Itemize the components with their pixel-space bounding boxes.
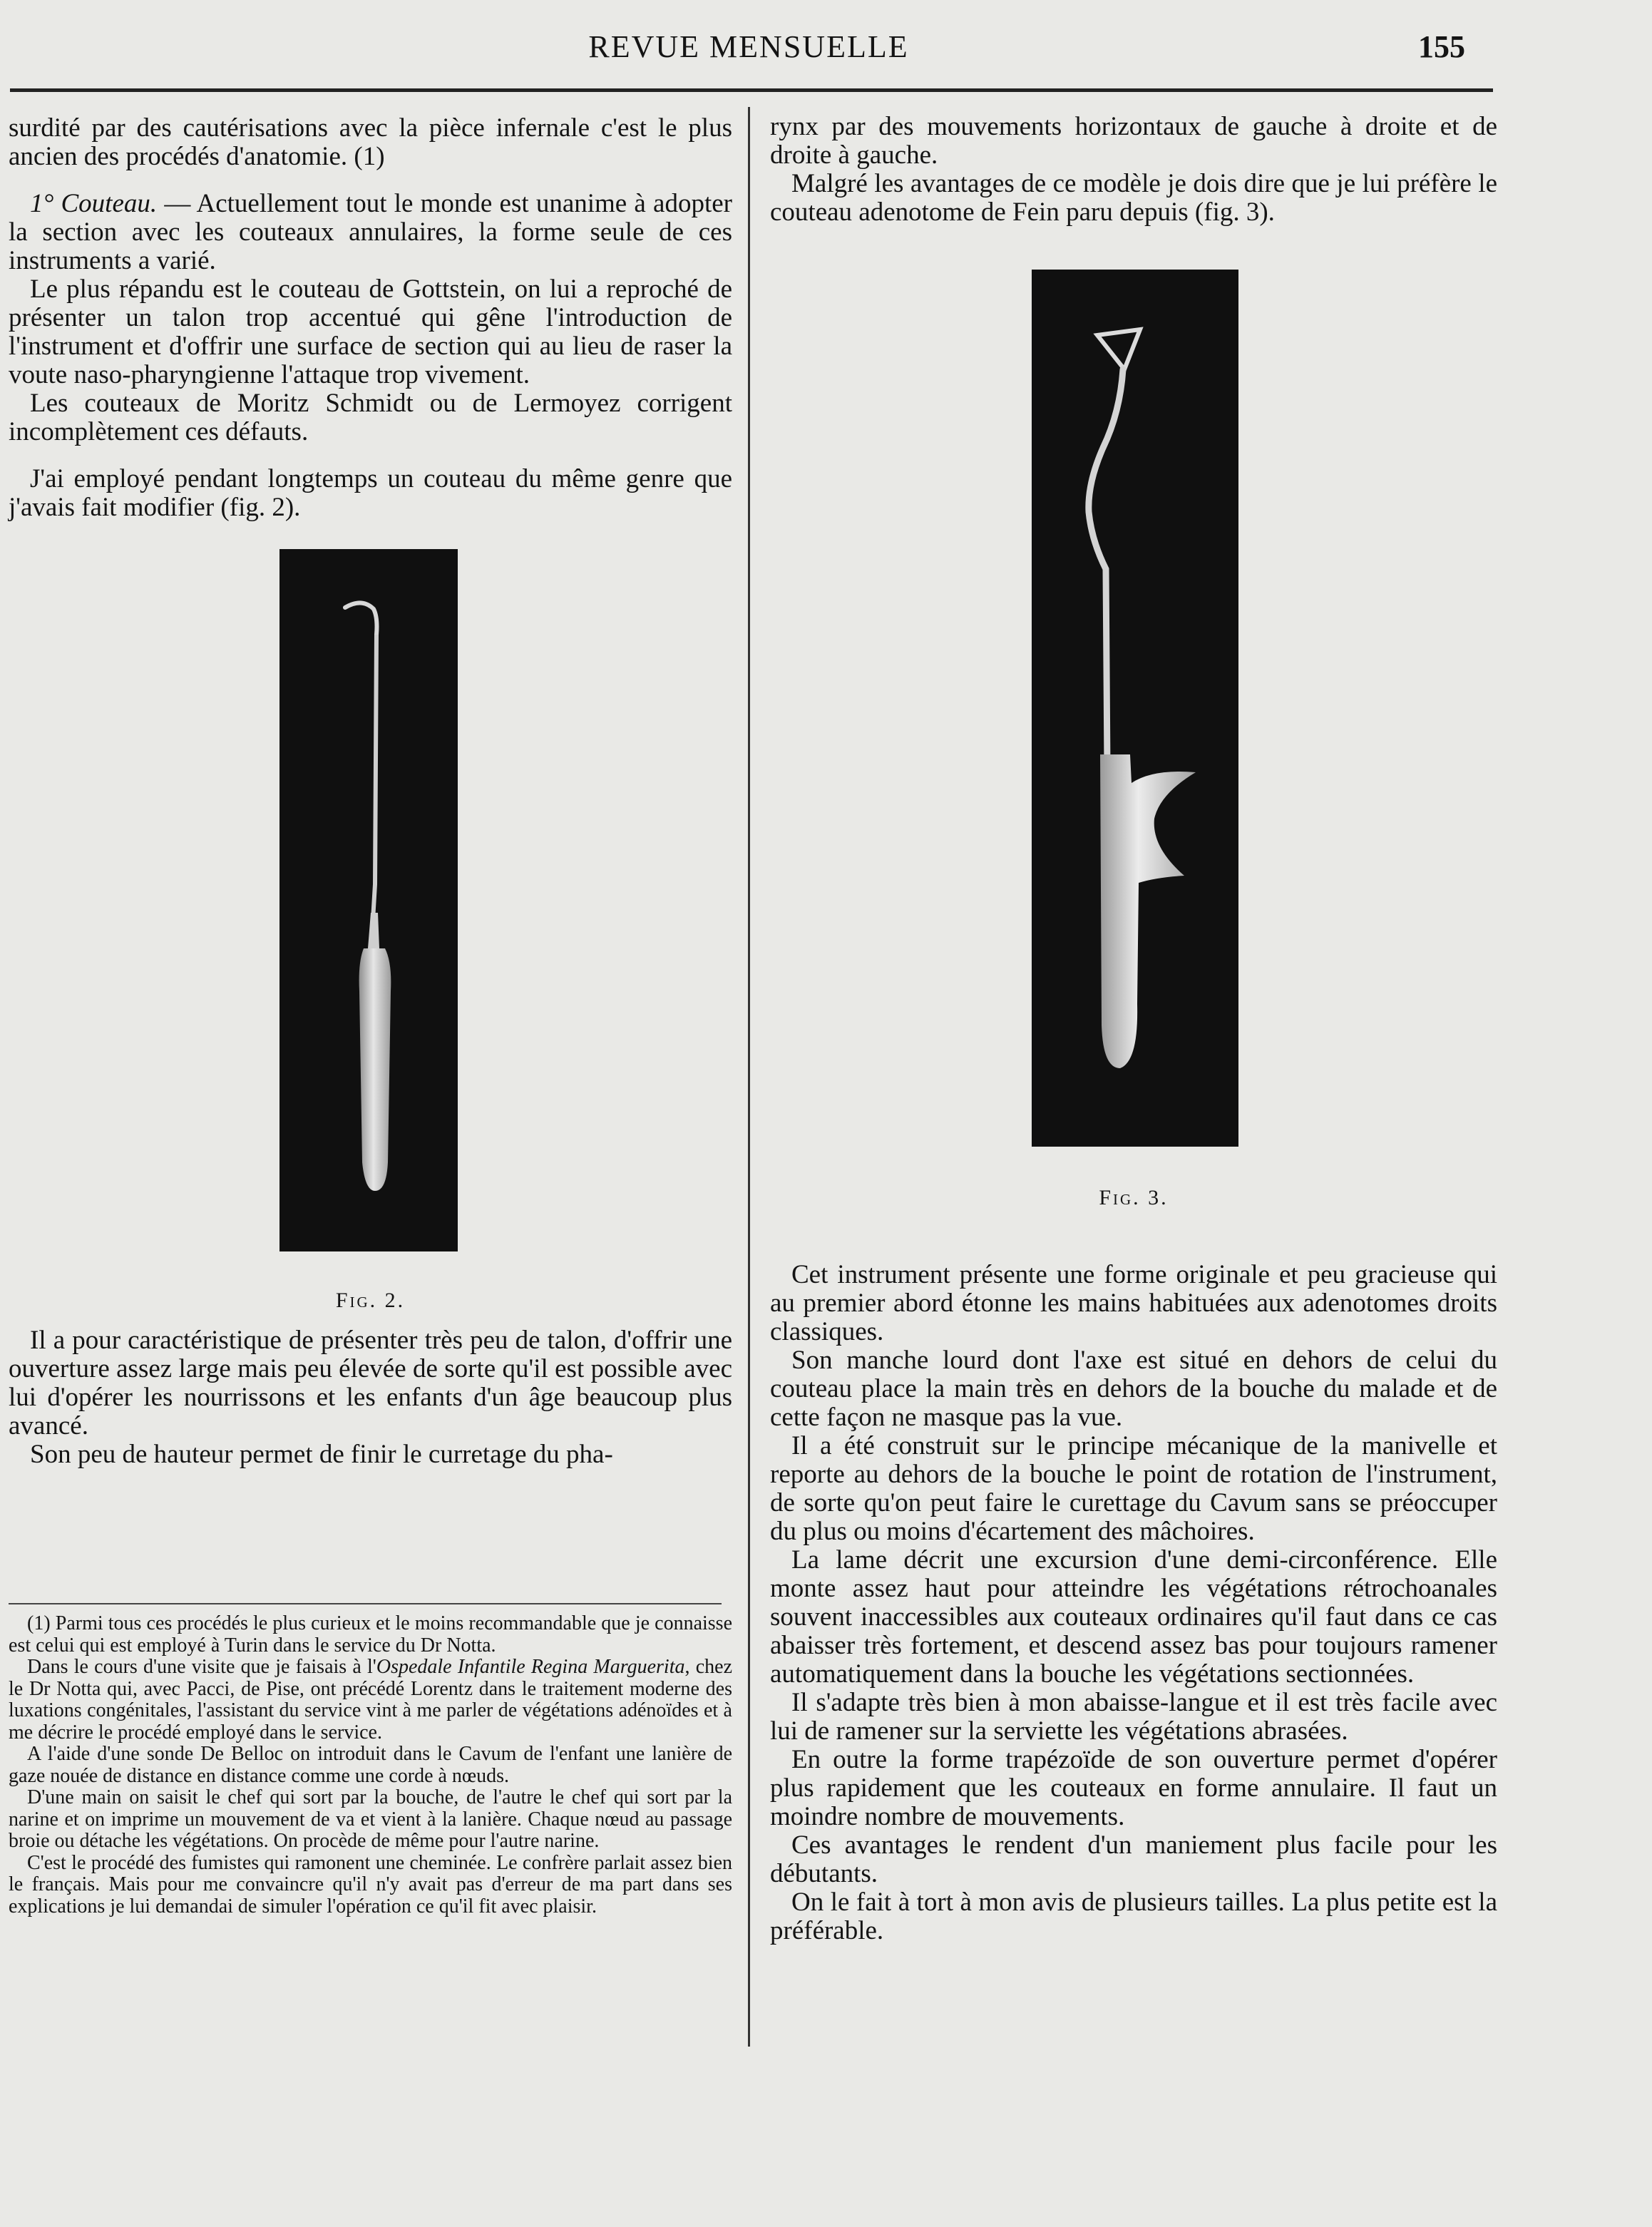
paragraph: surdité par des cautérisations avec la pièce infernale c'est le plus ancien des procédés d'anatomie. (1) [9, 113, 732, 171]
footnote-paragraph [9, 1657, 732, 1744]
footnote-paragraph: D'une main on saisit le chef qui sort par la bouche, de l'autre le chef qui sort par la narine et on imprime un mouvement de va et vient à la lanière. Chaque nœud au passage broie ou détache les végétations. On procède de même pour l'autre narine. [9, 1786, 732, 1852]
footnote-1: (1) Parmi tous ces procédés le plus curieux et le moins recommandable que je connaisse est celui qui est employé à Turin dans le service du Dr Notta. [9, 1612, 732, 1657]
paragraph: Il s'adapte très bien à mon abaisse-langue et il est très facile avec lui de ramener sur la serviette les végétations abrasées. [770, 1688, 1497, 1746]
running-title: REVUE MENSUELLE [588, 29, 909, 64]
fein-adenotome-image [1032, 270, 1238, 1147]
paragraph-text: — Actuellement tout le monde est unanime à adopter la section avec les couteaux annulaires, la forme seule de ces instruments a varié. [9, 189, 732, 275]
left-column [9, 114, 732, 1469]
paragraph: En outre la forme trapézoïde de son ouverture permet d'opérer plus rapidement que les couteaux en forme annulaire. Il faut un moindre nombre de mouvements. [770, 1745, 1497, 1831]
paragraph: Il a été construit sur le principe mécanique de la manivelle et reporte au dehors de la bouche le point de rotation de l'instrument, de sorte qu'on peut faire le curettage du Cavum sans se préoccuper du plus ou moins d'écartement des mâchoires. [770, 1431, 1497, 1546]
right-column [770, 113, 1497, 1945]
paragraph: Son peu de hauteur permet de finir le curretage du pha- [30, 1440, 613, 1469]
paragraph: On le fait à tort à mon avis de plusieurs tailles. La plus petite est la préférable. [770, 1888, 1497, 1945]
footnote-text: Dans le cours d'une visite que je faisais à l' [27, 1656, 376, 1678]
paragraph: J'ai employé pendant longtemps un couteau du même genre que j'avais fait modifier (fig. 2). [9, 464, 732, 522]
running-head [0, 29, 1652, 78]
footnotes [9, 1603, 732, 1918]
paragraph: Le plus répandu est le couteau de Gottstein, on lui a reproché de présenter un talon trop accentué qui gêne l'introduction de l'instrument et d'offrir une surface de section qui au lieu de raser la voute naso-pharyngienne l'attaque trop vivement. [9, 275, 732, 389]
paragraph-couteau [9, 190, 732, 275]
figure-2 [9, 549, 732, 1341]
figure-3 [770, 270, 1497, 1261]
paragraph: Il a pour caractéristique de présenter très peu de talon, d'offrir une ouverture assez large mais peu élevée de sorte qu'il est possible avec lui d'opérer les nourrissons et les enfants d'un âge beaucoup plus avancé. [9, 1326, 732, 1440]
paragraph: rynx par des mouvements horizontaux de gauche à droite et de droite à gauche. [770, 112, 1497, 170]
footnote-text: , chez le Dr Notta qui, avec Pacci, de Pise, ont précédé Lorentz dans le traitement moderne des luxations congénitales, l'assistant du service vint à me parler de végétations adénoïdes et à me décrire le procédé employé dans le service. [9, 1656, 732, 1744]
column-divider [748, 107, 750, 2047]
figure-2-caption: Fig. 2. [335, 1289, 406, 1312]
hospital-name: Ospedale Infantile Regina Marguerita [376, 1656, 685, 1678]
footnote-paragraph: A l'aide d'une sonde De Belloc on introduit dans le Cavum de l'enfant une lanière de gaze nouée de distance en distance comme une corde à nœuds. [9, 1743, 732, 1787]
header-rule [10, 88, 1493, 92]
paragraph: Les couteaux de Moritz Schmidt ou de Lermoyez corrigent incomplètement ces défauts. [9, 389, 732, 446]
paragraph: Ces avantages le rendent d'un maniement plus facile pour les débutants. [770, 1831, 1497, 1888]
footnote-rule [9, 1603, 722, 1604]
figure-3-plate [1032, 270, 1238, 1147]
section-heading: 1° Couteau. [30, 189, 158, 218]
paragraph: Malgré les avantages de ce modèle je dois dire que je lui préfère le couteau adenotome de Fein paru depuis (fig. 3). [770, 169, 1497, 227]
figure-3-caption: Fig. 3. [1099, 1186, 1169, 1209]
paragraph: Son manche lourd dont l'axe est situé en dehors de celui du couteau place la main très en dehors de la bouche du malade et de cette façon ne masque pas la vue. [770, 1346, 1497, 1432]
footnote-paragraph: C'est le procédé des fumistes qui ramonent une cheminée. Le confrère parlait assez bien le français. Mais pour me convaincre qu'il n'y avait pas d'erreur de ma part dans ses explications je lui demandai de simuler l'opération ce qu'il fit avec plaisir. [9, 1851, 732, 1918]
curette-knife-image [279, 549, 458, 1251]
figure-2-plate [279, 549, 458, 1251]
paragraph: Cet instrument présente une forme originale et peu gracieuse qui au premier abord étonne les mains habituées aux adenotomes droits classiques. [770, 1260, 1497, 1346]
paragraph: La lame décrit une excursion d'une demi-circonférence. Elle monte assez haut pour atteindre les végétations rétrochoanales souvent inaccessibles aux couteaux ordinaires qu'il faut dans ce cas abaisser très fortement, et descend assez bas pour toujours ramener automatiquement dans la bouche les végétations sectionnées. [770, 1545, 1497, 1689]
page-number: 155 [1418, 29, 1465, 64]
